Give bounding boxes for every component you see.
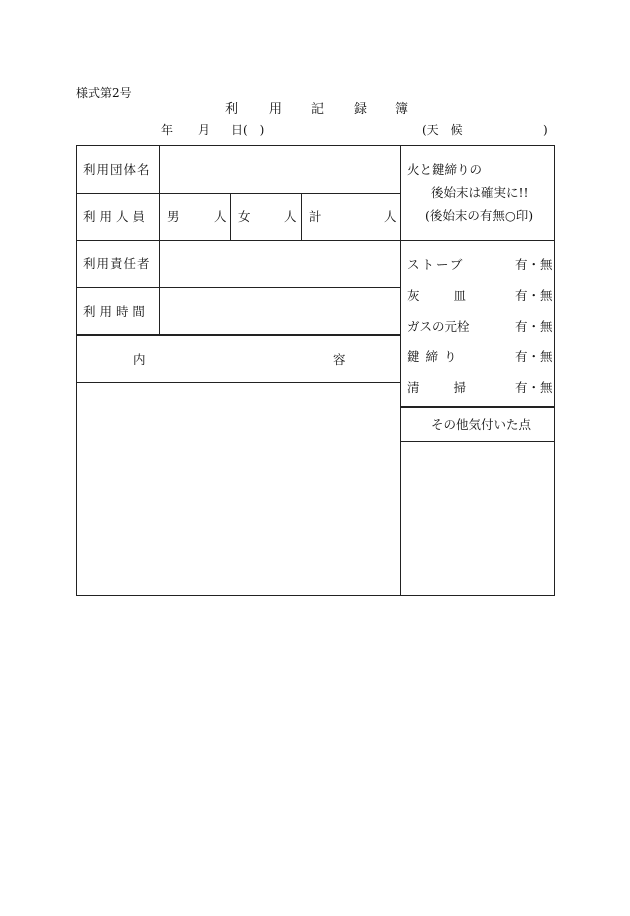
checklist-item-value[interactable]: 有・無	[515, 257, 553, 272]
checklist-item-label: 鍵 締 り	[407, 349, 458, 364]
title-char: 用	[269, 102, 283, 117]
group-name-field[interactable]	[161, 146, 399, 192]
date-day-weekday: 日( )	[231, 123, 265, 137]
male-unit: 人	[214, 209, 227, 224]
female-unit: 人	[284, 209, 297, 224]
checklist-item-label: 灰 皿	[407, 288, 470, 303]
content-field[interactable]	[77, 384, 399, 594]
right-row-line	[400, 240, 555, 241]
checklist-item-value[interactable]: 有・無	[515, 319, 553, 334]
title-char: 簿	[395, 102, 409, 117]
fire-notice-line2: 後始末は確実に!!	[431, 185, 529, 200]
title-char: 利	[225, 102, 239, 117]
column-divider	[400, 145, 401, 596]
weather-label: (天 候	[422, 123, 463, 137]
usage-time-label: 利 用 時 間	[83, 304, 145, 319]
weather-close: )	[543, 123, 548, 137]
content-header-left: 内	[133, 352, 146, 367]
row-line	[76, 382, 401, 383]
right-row-line	[400, 441, 555, 442]
date-year: 年	[161, 123, 174, 137]
total-label: 計	[309, 209, 322, 224]
fire-notice-line1: 火と鍵締りの	[407, 162, 483, 177]
row-line	[76, 334, 401, 336]
responsible-field[interactable]	[161, 241, 399, 286]
title-char: 記	[311, 102, 325, 117]
checklist-item-label: ストーブ	[407, 257, 465, 272]
persons-divider	[301, 193, 302, 241]
group-name-label: 利用団体名	[83, 162, 151, 177]
checklist-item-value[interactable]: 有・無	[515, 380, 553, 395]
male-label: 男	[167, 209, 180, 224]
checklist-item-value[interactable]: 有・無	[515, 349, 553, 364]
usage-time-field[interactable]	[161, 288, 399, 333]
notes-field[interactable]	[402, 443, 554, 594]
responsible-label: 利用責任者	[83, 256, 151, 271]
content-header-right: 容	[333, 352, 346, 367]
female-label: 女	[238, 209, 251, 224]
right-row-line	[400, 406, 555, 408]
checklist-item-value[interactable]: 有・無	[515, 288, 553, 303]
fire-notice-line3: (後始末の有無○印)	[425, 208, 534, 223]
row-line	[76, 193, 401, 194]
persons-divider	[230, 193, 231, 241]
title-char: 録	[354, 102, 368, 117]
checklist-item-label: 清 掃	[407, 380, 470, 395]
total-unit: 人	[384, 209, 397, 224]
checklist-item-label: ガスの元栓	[407, 319, 470, 334]
notes-header: その他気付いた点	[431, 417, 532, 432]
form-number: 様式第2号	[76, 86, 132, 100]
persons-label: 利 用 人 員	[83, 209, 145, 224]
date-month: 月	[198, 123, 211, 137]
